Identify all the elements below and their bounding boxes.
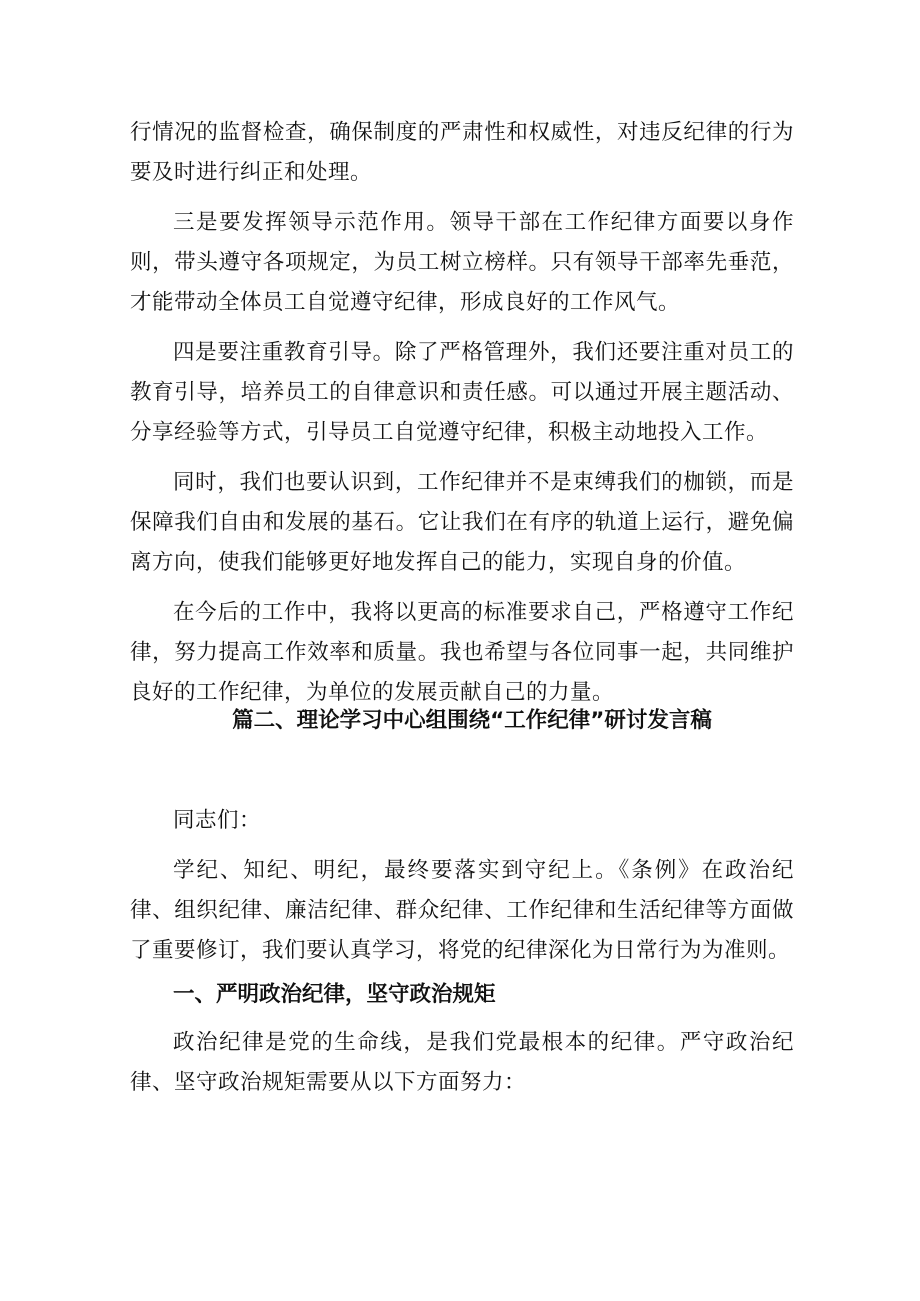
spacer [130,741,794,801]
heading-political-discipline: 一、严明政治纪律，坚守政治规矩 [173,982,496,1007]
paragraph-discipline-foundation: 同时，我们也要认识到，工作纪律并不是束缚我们的枷锁，而是保障我们自由和发展的基石。它让我们在有序的轨道上运行，避免偏离方向，使我们能够更好地发挥自己的能力，实现自身的价值。 [130,470,794,575]
paragraph-leadership-example: 三是要发挥领导示范作用。领导干部在工作纪律方面要以身作则，带头遵守各项规定，为员工树立榜样。只有领导干部率先垂范，才能带动全体员工自觉遵守纪律，形成良好的工作风气。 [130,210,794,315]
paragraph-political-discipline: 政治纪律是党的生命线，是我们党最根本的纪律。严守政治纪律、坚守政治规矩需要从以下方面努力： [130,1030,794,1095]
paragraph-continuation: 行情况的监督检查，确保制度的严肃性和权威性，对违反纪律的行为要及时进行纠正和处理。 [130,120,794,185]
salutation: 同志们： [173,808,262,833]
document-body [130,113,794,1113]
paragraph-intro: 学纪、知纪、明纪，最终要落实到守纪上。《条例》在政治纪律、组织纪律、廉洁纪律、群众纪律、工作纪律和生活纪律等方面做了重要修订，我们要认真学习，将党的纪律深化为日常行为为准则。 [130,858,794,963]
paragraph-education-guidance: 四是要注重教育引导。除了严格管理外，我们还要注重对员工的教育引导，培养员工的自律意识和责任感。可以通过开展主题活动、分享经验等方式，引导员工自觉遵守纪律，积极主动地投入工作。 [130,340,794,445]
paragraph-future-commitment: 在今后的工作中，我将以更高的标准要求自己，严格遵守工作纪律，努力提高工作效率和质量。我也希望与各位同事一起，共同维护良好的工作纪律，为单位的发展贡献自己的力量。 [130,600,794,705]
section-title: 篇二、理论学习中心组围绕“工作纪律”研讨发言稿 [232,708,712,733]
